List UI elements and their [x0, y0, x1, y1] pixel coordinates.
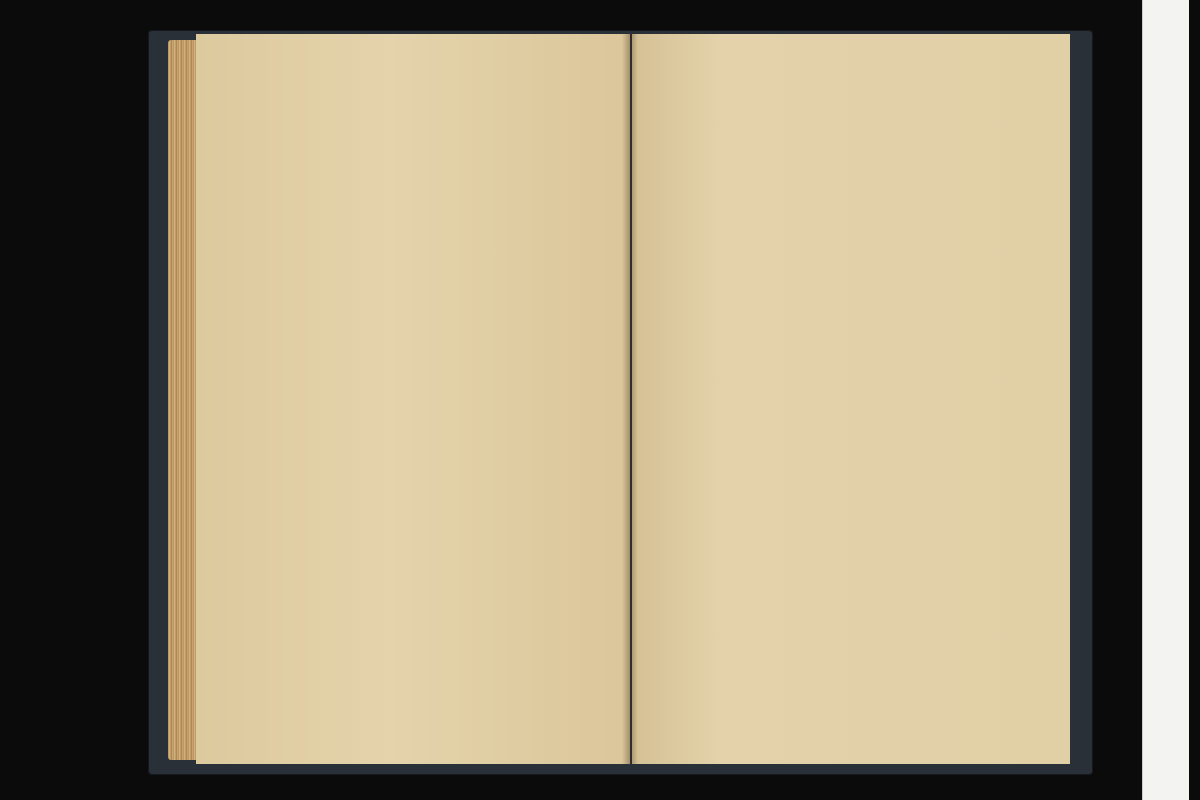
right-page [632, 34, 1070, 764]
book-gutter [622, 34, 638, 764]
measuring-ruler [1142, 0, 1189, 800]
left-page [196, 34, 630, 764]
